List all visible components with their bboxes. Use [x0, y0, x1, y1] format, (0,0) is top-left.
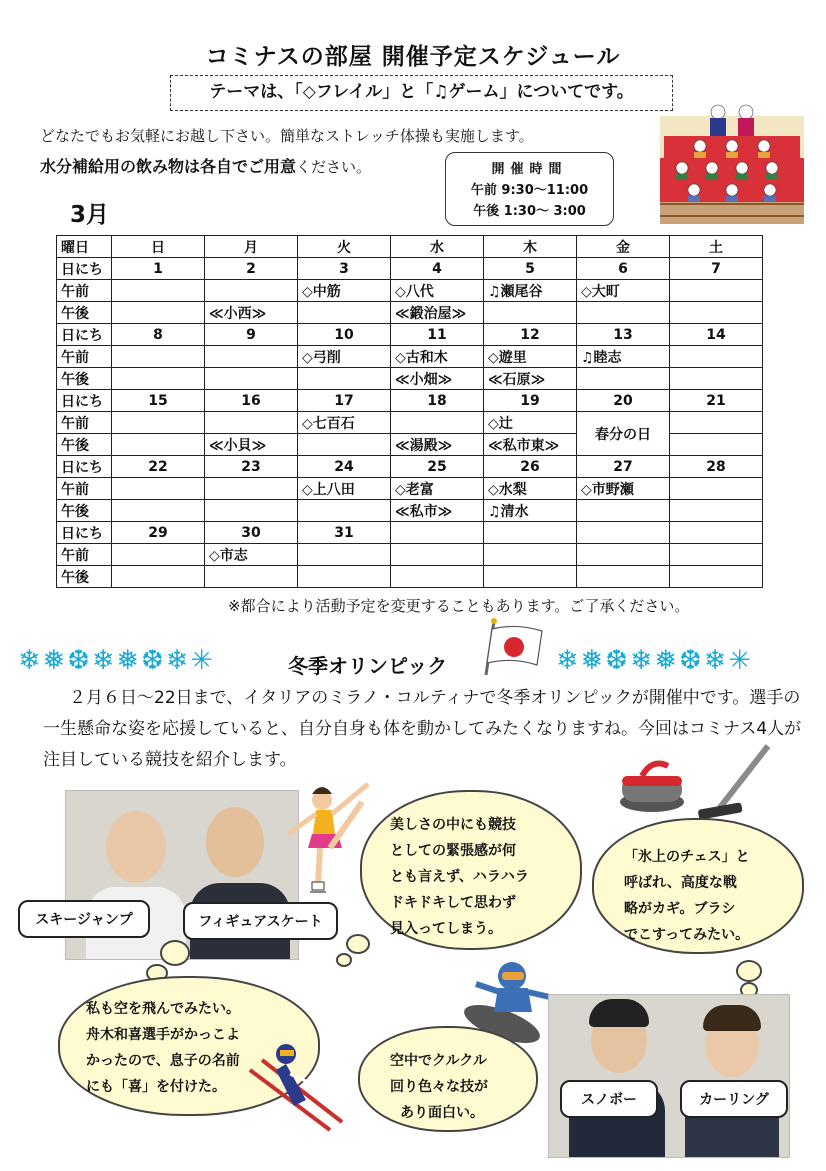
pm-row-label: 午後: [57, 500, 112, 522]
pm-event: [298, 434, 391, 456]
comment-line: 略がカギ。ブラシ: [624, 901, 736, 917]
pm-row-label: 午後: [57, 368, 112, 390]
am-event: [391, 544, 484, 566]
pm-event: [484, 302, 577, 324]
date-row: [57, 522, 763, 544]
am-event: [112, 280, 205, 302]
am-event: [670, 280, 763, 302]
date-cell: 23: [205, 456, 298, 478]
date-cell: 18: [391, 390, 484, 412]
comment-line: かったので、息子の名前: [86, 1053, 240, 1069]
weekday-header: 水: [391, 236, 484, 258]
cloud-tail: [736, 960, 762, 982]
snowflake-icon: ❅: [42, 645, 66, 676]
snowflake-row-left: [18, 646, 215, 676]
am-event: [112, 544, 205, 566]
snowflake-icon: ❄: [556, 645, 579, 676]
hours-title: 開催時間: [491, 162, 568, 177]
am-event: ◇七百石: [298, 412, 391, 434]
drink-notice: 水分補給用の飲み物は各自でご用意: [40, 157, 297, 176]
date-cell: 22: [112, 456, 205, 478]
snowflake-icon: ❄: [629, 645, 653, 676]
date-row-label: 日にち: [57, 522, 112, 544]
hours-pm: 午後 1:30〜 3:00: [473, 204, 586, 219]
am-event: ◇水梨: [484, 478, 577, 500]
date-cell: 11: [391, 324, 484, 346]
date-cell: 31: [298, 522, 391, 544]
flag-red-circle: [504, 637, 524, 657]
am-event: ◇大町: [577, 280, 670, 302]
label-snowboard: スノボー: [560, 1080, 658, 1118]
pm-event: [484, 566, 577, 588]
am-event: ◇弓削: [298, 346, 391, 368]
date-row: [57, 390, 763, 412]
pm-event: [298, 500, 391, 522]
snowflake-icon: ✳: [190, 645, 213, 676]
am-row-label: 午前: [57, 346, 112, 368]
pm-event: [205, 566, 298, 588]
date-cell: 6: [577, 258, 670, 280]
date-cell: 7: [670, 258, 763, 280]
date-cell: 13: [577, 324, 670, 346]
pm-event: [112, 368, 205, 390]
pm-event: [112, 500, 205, 522]
snowflake-icon: ❆: [141, 645, 164, 676]
am-event: [298, 544, 391, 566]
am-event: ◇八代: [391, 280, 484, 302]
weekday-header: 土: [670, 236, 763, 258]
comment-line: 空中でクルクル: [390, 1053, 487, 1069]
am-row-label: 午前: [57, 280, 112, 302]
am-event: ◇中筋: [298, 280, 391, 302]
pm-event: [298, 566, 391, 588]
comment-line: あり面白い。: [400, 1105, 484, 1121]
am-event: [670, 346, 763, 368]
pm-event: [577, 566, 670, 588]
date-cell: 14: [670, 324, 763, 346]
label-ski-jump: スキージャンプ: [18, 900, 150, 938]
am-row: [57, 346, 763, 368]
date-row: [57, 258, 763, 280]
pm-event: ♫清水: [484, 500, 577, 522]
comment-line: 呼ばれ、高度な戦: [624, 875, 737, 891]
am-event: [205, 412, 298, 434]
person-hair: [589, 999, 649, 1027]
snowflake-icon: ❆: [67, 645, 90, 676]
staff-photo-right: [548, 994, 790, 1158]
pm-row-label: 午後: [57, 434, 112, 456]
date-cell: 5: [484, 258, 577, 280]
pm-event: [577, 368, 670, 390]
schedule-calendar: [56, 235, 763, 588]
olympics-paragraph: ２月６日〜22日まで、イタリアのミラノ・コルティナで冬季オリンピックが開催中です。選手の一生懸命な姿を応援していると、自分自身も体を動かしてみたくなりますね。今回はコミナス4人が注目している競技を紹介します。: [43, 688, 802, 770]
intro-line-2: [40, 154, 371, 177]
pm-event: [670, 566, 763, 588]
am-event: [484, 544, 577, 566]
am-row: [57, 478, 763, 500]
pm-event: [670, 500, 763, 522]
am-event: [205, 280, 298, 302]
japan-flag-icon: [480, 617, 546, 677]
calendar-header-row: [57, 236, 763, 258]
pm-event: [577, 302, 670, 324]
month-label: 3月: [70, 202, 110, 228]
pm-event: [577, 500, 670, 522]
snowflake-icon: ❄: [165, 645, 189, 676]
am-event: [205, 346, 298, 368]
date-cell: 4: [391, 258, 484, 280]
weekday-label: 曜日: [57, 236, 112, 258]
am-row-label: 午前: [57, 544, 112, 566]
pm-event: ≪小貝≫: [205, 434, 298, 456]
pm-event: [670, 368, 763, 390]
cloud-tail: [160, 940, 190, 966]
am-event: ◇遊里: [484, 346, 577, 368]
snowflake-icon: ❄: [91, 645, 115, 676]
date-row: [57, 456, 763, 478]
pm-event: ≪小西≫: [205, 302, 298, 324]
pm-event: ≪私市≫: [391, 500, 484, 522]
comment-line: としての緊張感が何: [390, 843, 516, 859]
date-cell: 2: [205, 258, 298, 280]
am-event: [112, 478, 205, 500]
pm-event: [205, 368, 298, 390]
snowflake-icon: ✳: [728, 645, 751, 676]
date-cell: 1: [112, 258, 205, 280]
date-cell: 26: [484, 456, 577, 478]
pm-event: [112, 434, 205, 456]
am-event: [112, 346, 205, 368]
comment-line: 舟木和喜選手がかっこよ: [86, 1027, 240, 1043]
person-face: [206, 807, 264, 877]
comment-line: でこすってみたい。: [624, 927, 750, 943]
pm-row: [57, 368, 763, 390]
date-cell: 19: [484, 390, 577, 412]
intro-line-1: どなたでもお気軽にお越し下さい。簡単なストレッチ体操も実施します。: [40, 127, 534, 145]
drink-notice-rest: ください。: [296, 158, 372, 176]
pm-event: [112, 566, 205, 588]
person-hair: [703, 1005, 761, 1031]
date-cell: 27: [577, 456, 670, 478]
pm-event: [298, 302, 391, 324]
am-event: ◇上八田: [298, 478, 391, 500]
date-row-label: 日にち: [57, 258, 112, 280]
pm-row-label: 午後: [57, 566, 112, 588]
ski-jumper-illustration: [246, 1030, 346, 1140]
pm-event: ≪鍛治屋≫: [391, 302, 484, 324]
am-event: [670, 412, 763, 434]
weekday-header: 木: [484, 236, 577, 258]
date-cell: [670, 522, 763, 544]
comment-cloud-figure: [360, 790, 582, 950]
theme-box: テーマは、「◇フレイル」と「♫ゲーム」についてです。: [170, 75, 673, 111]
date-cell: 30: [205, 522, 298, 544]
date-row-label: 日にち: [57, 456, 112, 478]
am-event: ◇古和木: [391, 346, 484, 368]
pm-event: ≪小畑≫: [391, 368, 484, 390]
date-cell: 20: [577, 390, 670, 412]
date-cell: 25: [391, 456, 484, 478]
weekday-header: 日: [112, 236, 205, 258]
date-cell: 17: [298, 390, 391, 412]
olympics-title: 冬季オリンピック: [288, 654, 448, 678]
pm-event: ≪私市東≫: [484, 434, 577, 456]
snowflake-icon: ❅: [580, 645, 604, 676]
date-cell: 21: [670, 390, 763, 412]
date-cell: [391, 522, 484, 544]
am-event: ♫瀬尾谷: [484, 280, 577, 302]
comment-line: 見入ってしまう。: [390, 921, 502, 937]
date-cell: 10: [298, 324, 391, 346]
am-event: ◇市野瀬: [577, 478, 670, 500]
pm-row: [57, 302, 763, 324]
date-cell: 3: [298, 258, 391, 280]
comment-line: 回り色々な技が: [390, 1079, 488, 1095]
am-row: [57, 280, 763, 302]
am-row: [57, 544, 763, 566]
date-cell: 29: [112, 522, 205, 544]
snowflake-icon: ❆: [605, 645, 628, 676]
am-event: ◇辻: [484, 412, 577, 434]
snowflake-icon: ❅: [116, 645, 140, 676]
comment-line: とも言えず、ハラハラ: [390, 869, 529, 885]
pm-row: [57, 500, 763, 522]
snowflake-icon: ❄: [703, 645, 727, 676]
snowflake-icon: ❄: [18, 645, 41, 676]
date-row: [57, 324, 763, 346]
date-cell: 8: [112, 324, 205, 346]
pm-event: [670, 434, 763, 456]
comment-line: ドキドキして思わず: [390, 895, 516, 911]
pm-event: [298, 368, 391, 390]
comment-line: にも「喜」を付けた。: [86, 1079, 226, 1095]
pm-row-label: 午後: [57, 302, 112, 324]
snowflake-icon: ❅: [654, 645, 678, 676]
cloud-tail: [346, 934, 370, 954]
snowflake-row-right: [556, 646, 753, 676]
am-row-label: 午前: [57, 412, 112, 434]
comment-line: 私も空を飛んでみたい。: [86, 1001, 240, 1017]
am-event: [577, 544, 670, 566]
am-row: [57, 412, 763, 434]
pm-event: [670, 302, 763, 324]
cloud-tail: [336, 953, 352, 967]
am-event: ♫睦志: [577, 346, 670, 368]
date-cell: [484, 522, 577, 544]
pm-event: ≪石原≫: [484, 368, 577, 390]
am-event: [391, 412, 484, 434]
date-cell: 9: [205, 324, 298, 346]
schedule-notice: ※都合により活動予定を変更することもあります。ご了承ください。: [228, 597, 690, 615]
pm-row: [57, 566, 763, 588]
weekday-header: 金: [577, 236, 670, 258]
comment-cloud-curling: [592, 818, 804, 954]
label-figure-skate: フィギュアスケート: [183, 902, 338, 940]
date-cell: 15: [112, 390, 205, 412]
am-event: [205, 478, 298, 500]
page-title: コミナスの部屋 開催予定スケジュール: [205, 44, 621, 70]
date-row-label: 日にち: [57, 390, 112, 412]
weekday-header: 火: [298, 236, 391, 258]
comment-cloud-snowboard: [358, 1026, 538, 1132]
weekday-header: 月: [205, 236, 298, 258]
pm-event: ≪湯殿≫: [391, 434, 484, 456]
am-event: ◇市志: [205, 544, 298, 566]
date-cell: 12: [484, 324, 577, 346]
hours-am: 午前 9:30〜11:00: [470, 183, 589, 198]
am-event: [670, 478, 763, 500]
am-row-label: 午前: [57, 478, 112, 500]
date-cell: 24: [298, 456, 391, 478]
hours-box: [445, 152, 614, 226]
am-event: [670, 544, 763, 566]
am-event: [112, 412, 205, 434]
date-cell: 16: [205, 390, 298, 412]
hina-dolls-illustration: [660, 96, 804, 224]
holiday-cell: 春分の日: [577, 412, 670, 456]
label-curling: カーリング: [680, 1080, 788, 1118]
am-event: ◇老富: [391, 478, 484, 500]
pm-event: [391, 566, 484, 588]
curling-illustration: [612, 740, 782, 830]
date-cell: [577, 522, 670, 544]
snowflake-icon: ❆: [679, 645, 702, 676]
person-face: [106, 811, 166, 883]
pm-event: [112, 302, 205, 324]
date-row-label: 日にち: [57, 324, 112, 346]
pm-event: [205, 500, 298, 522]
date-cell: 28: [670, 456, 763, 478]
comment-line: 美しさの中にも競技: [390, 817, 516, 833]
comment-line: 「氷上のチェス」と: [624, 849, 750, 865]
